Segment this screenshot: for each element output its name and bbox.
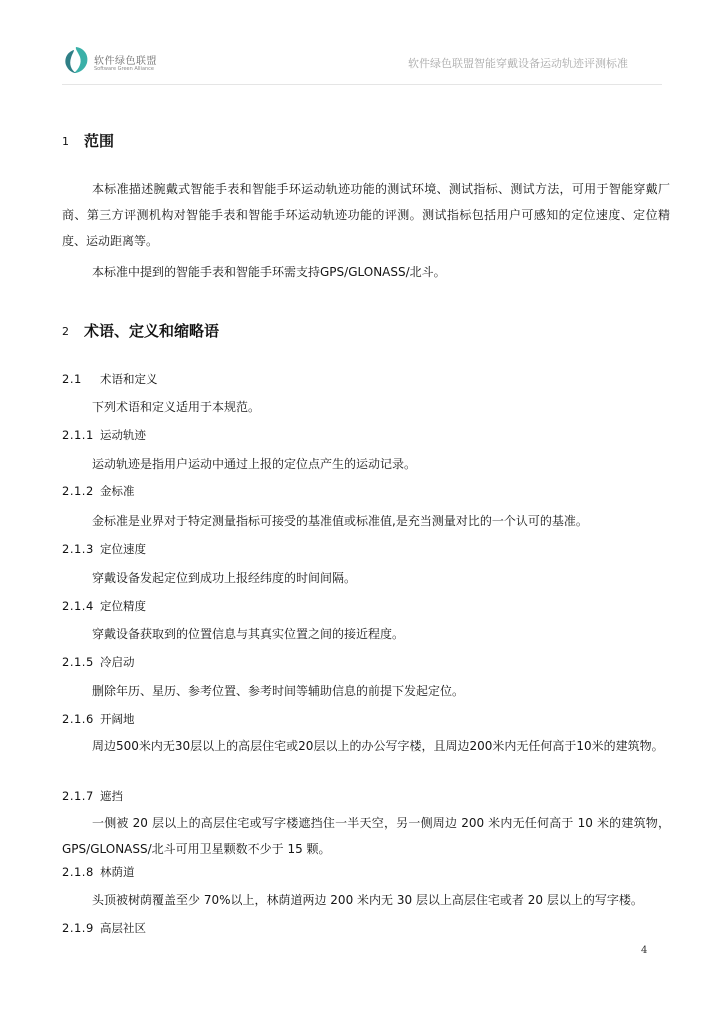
term-2-1-4-heading xyxy=(62,598,146,614)
term-number: 2.1.6 xyxy=(62,712,94,726)
term-number: 2.1.7 xyxy=(62,789,94,803)
section-title: 术语、定义和缩略语 xyxy=(84,322,220,340)
term-2-1-8-definition: 头顶被树荫覆盖至少 70%以上，林荫道两边 200 米内无 30 层以上高层住宅或者 20 层以上的写字楼。 xyxy=(92,893,643,907)
term-2-1-5-heading xyxy=(62,654,135,670)
alliance-logo xyxy=(62,45,222,79)
term-title: 遮挡 xyxy=(100,789,123,803)
term-number: 2.1.3 xyxy=(62,542,94,556)
term-2-1-9-heading xyxy=(62,920,146,936)
page-number: 4 xyxy=(641,945,648,956)
term-number: 2.1.9 xyxy=(62,921,94,935)
term-2-1-5-definition: 删除年历、星历、参考位置、参考时间等辅助信息的前提下发起定位。 xyxy=(92,684,465,698)
scope-paragraph-1: 本标准描述腕戴式智能手表和智能手环运动轨迹功能的测试环境、测试指标、测试方法，可用于智能穿戴厂商、第三方评测机构对智能手表和智能手环运动轨迹功能的评测。测试指标包括用户可感知的定位速度、定位精度、运动距离等。 xyxy=(62,182,670,248)
term-title: 运动轨迹 xyxy=(100,428,146,442)
term-number: 2.1.1 xyxy=(62,428,94,442)
term-title: 金标准 xyxy=(100,484,135,498)
term-number: 2.1.2 xyxy=(62,484,94,498)
term-title: 定位精度 xyxy=(100,599,146,613)
term-title: 高层社区 xyxy=(100,921,146,935)
subsection-title: 术语和定义 xyxy=(100,372,158,386)
document-title: 软件绿色联盟智能穿戴设备运动轨迹评测标准 xyxy=(408,57,628,70)
subsection-2-1-text: 下列术语和定义适用于本规范。 xyxy=(92,400,261,414)
term-title: 开阔地 xyxy=(100,712,135,726)
term-2-1-6-definition: 周边500米内无30层以上的高层住宅或20层以上的办公写字楼，且周边200米内无任何高于10米的建筑物。 xyxy=(92,739,664,753)
logo-name: 软件绿色联盟 xyxy=(94,56,157,67)
term-2-1-8-heading xyxy=(62,864,135,880)
term-2-1-2-definition: 金标准是业界对于特定测量指标可接受的基准值或标准值,是充当测量对比的一个认可的基准。 xyxy=(92,514,588,528)
logo-subtitle: Software Green Alliance xyxy=(94,66,155,72)
page-header xyxy=(0,0,724,100)
subsection-2-1-heading xyxy=(62,371,158,387)
term-2-1-3-heading xyxy=(62,541,146,557)
term-2-1-2-heading xyxy=(62,483,135,499)
term-title: 冷启动 xyxy=(100,655,135,669)
term-2-1-1-definition: 运动轨迹是指用户运动中通过上报的定位点产生的运动记录。 xyxy=(92,457,417,471)
section-1-heading xyxy=(62,130,114,151)
term-title: 林荫道 xyxy=(100,865,135,879)
leaf-logo-icon xyxy=(62,45,90,75)
term-number: 2.1.5 xyxy=(62,655,94,669)
section-number: 2 xyxy=(62,325,69,338)
term-2-1-1-heading xyxy=(62,427,146,443)
term-2-1-4-definition: 穿戴设备获取到的位置信息与其真实位置之间的接近程度。 xyxy=(92,627,405,641)
term-2-1-7-definition: 一侧被 20 层以上的高层住宅或写字楼遮挡住一半天空，另一侧周边 200 米内无任何高于 10 米的建筑物，GPS/GLONASS/北斗可用卫星颗数不少于 15 颗。 xyxy=(62,816,670,856)
section-number: 1 xyxy=(62,135,69,148)
scope-paragraph-2: 本标准中提到的智能手表和智能手环需支持GPS/GLONASS/北斗。 xyxy=(92,265,446,279)
section-title: 范围 xyxy=(84,132,115,150)
term-2-1-6-heading xyxy=(62,711,135,727)
subsection-number: 2.1 xyxy=(62,372,82,386)
term-number: 2.1.8 xyxy=(62,865,94,879)
term-2-1-3-definition: 穿戴设备发起定位到成功上报经纬度的时间间隔。 xyxy=(92,571,357,585)
term-number: 2.1.4 xyxy=(62,599,94,613)
term-2-1-7-heading xyxy=(62,788,123,804)
header-divider xyxy=(62,84,662,85)
term-title: 定位速度 xyxy=(100,542,146,556)
section-2-heading xyxy=(62,320,219,341)
